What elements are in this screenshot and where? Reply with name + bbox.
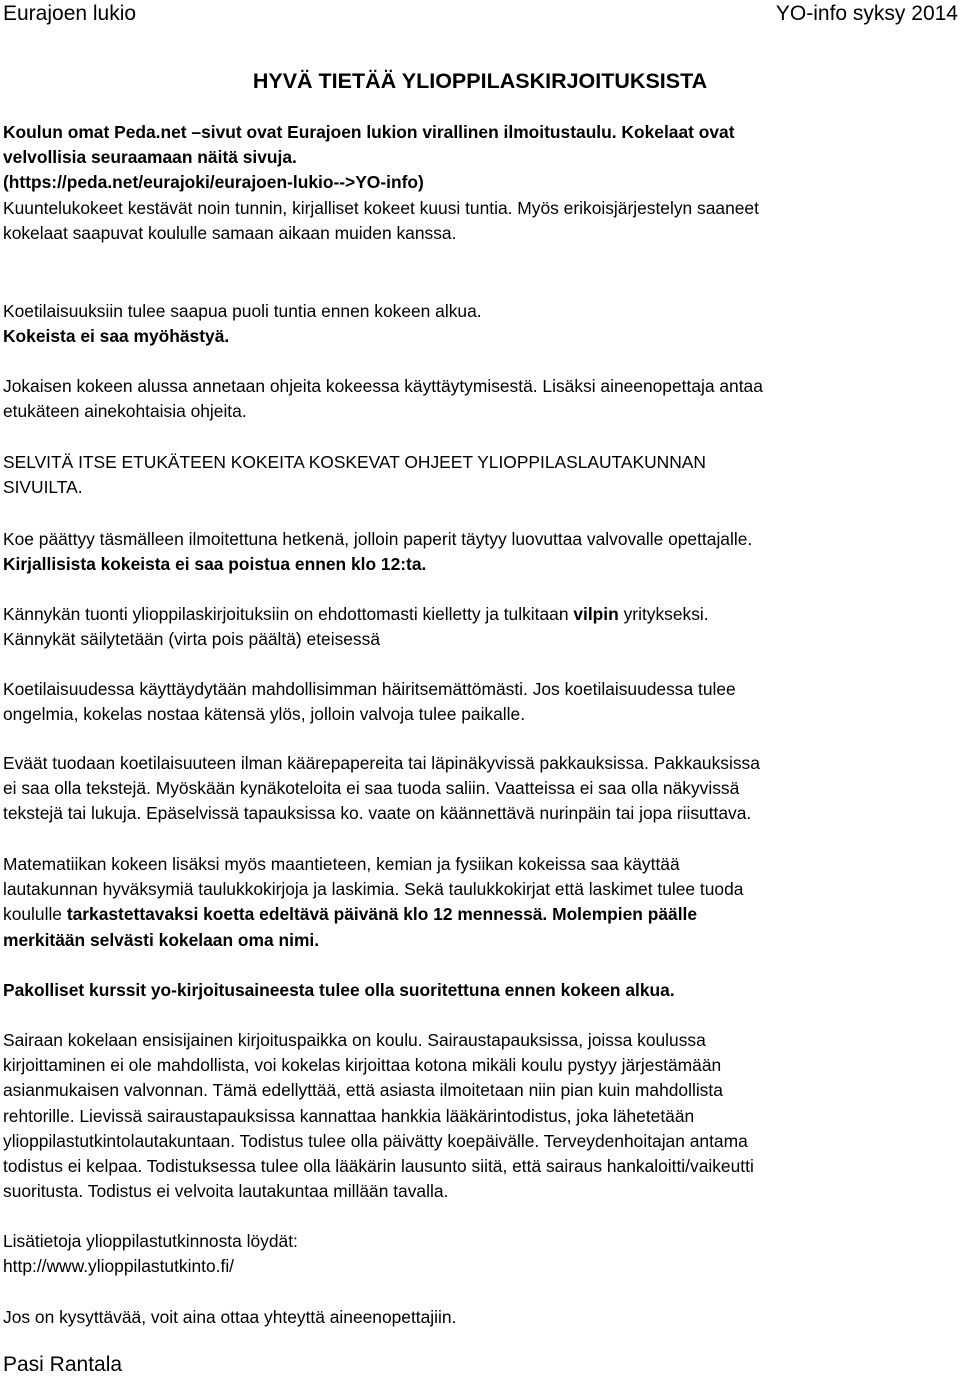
signature: Pasi Rantala xyxy=(3,1353,123,1376)
duration-paragraph xyxy=(3,196,955,246)
paragraph-line: SIVUILTA. xyxy=(3,477,83,498)
paragraph-line: todistus ei kelpaa. Todistuksessa tulee olla lääkärin lausunto siitä, että sairaus hankaloitti/vaikeutti xyxy=(3,1156,754,1177)
bold-line: Kirjallisista kokeista ei saa poistua ennen klo 12:ta. xyxy=(3,554,427,575)
paragraph-line: kirjoittaminen ei ole mahdollista, voi kokelas kirjoittaa kotona mikäli koulu pystyy järjestämään xyxy=(3,1055,722,1076)
website-link[interactable]: http://www.ylioppilastutkinto.fi/ xyxy=(3,1256,235,1277)
bold-line: merkitään selvästi kokelaan oma nimi. xyxy=(3,929,320,950)
paragraph-line: etukäteen ainekohtaisia ohjeita. xyxy=(3,401,247,422)
paragraph-line: tekstejä tai lukuja. Epäselvissä tapauksissa ko. vaate on käännettävä nurinpäin tai jopa riisuttava. xyxy=(3,803,752,824)
paragraph-line xyxy=(3,902,955,927)
board-paragraph xyxy=(3,450,955,500)
paragraph-line: Jokaisen kokeen alussa annetaan ohjeita kokeessa käyttäytymisestä. Lisäksi aineenopettaja antaa xyxy=(3,376,763,396)
sick-paragraph xyxy=(3,1028,955,1204)
text-span: Kännykän tuonti ylioppilaskirjoituksiin on ehdottomasti kielletty ja tulkitaan xyxy=(3,604,574,624)
paragraph-line: Koetilaisuuksiin tulee saapua puoli tuntia ennen kokeen alkua. xyxy=(3,301,482,321)
text-span: koululle xyxy=(3,904,67,925)
school-name: Eurajoen lukio xyxy=(3,2,137,25)
paragraph-line: kokelaat saapuvat koululle samaan aikaan muiden kanssa. xyxy=(3,223,457,244)
paragraph-line: Eväät tuodaan koetilaisuuteen ilman käärepapereita tai läpinäkyvissä pakkauksissa. Pakkauksissa xyxy=(3,753,760,773)
term-label: YO-info syksy 2014 xyxy=(775,2,958,25)
instructions-paragraph xyxy=(3,374,955,424)
intro-line: Koulun omat Peda.net –sivut ovat Eurajoen lukion virallinen ilmoitustaulu. Kokelaat ovat xyxy=(3,122,735,142)
courses-paragraph xyxy=(3,978,955,1003)
paragraph-line: ei saa olla tekstejä. Myöskään kynäkoteloita ei saa tuoda saliin. Vaatteissa ei saa olla näkyvissä xyxy=(3,778,740,799)
paragraph-line xyxy=(3,602,955,627)
paragraph-line: Kännykät säilytetään (virta pois päältä) eteisessä xyxy=(3,629,380,650)
page-title: HYVÄ TIETÄÄ YLIOPPILASKIRJOITUKSISTA xyxy=(252,69,708,93)
text-span: yritykseksi. xyxy=(618,604,709,624)
intro-paragraph xyxy=(3,120,955,196)
paragraph-line: ongelmia, kokelas nostaa kätensä ylös, jolloin valvoja tulee paikalle. xyxy=(3,704,526,725)
math-paragraph xyxy=(3,852,955,953)
end-paragraph xyxy=(3,527,955,577)
food-paragraph xyxy=(3,751,955,827)
paragraph-line: suoritusta. Todistus ei velvoita lautakuntaa millään tavalla. xyxy=(3,1181,449,1202)
paragraph-line: ylioppilastutkintolautakuntaan. Todistus tulee olla päivätty koepäivälle. Terveydenhoitajan antama xyxy=(3,1130,748,1151)
paragraph-line: Koetilaisuudessa käyttäydytään mahdollisimman häiritsemättömästi. Jos koetilaisuudessa tulee xyxy=(3,679,736,699)
paragraph-line: Sairaan kokelaan ensisijainen kirjoituspaikka on koulu. Sairaustapauksissa, joissa koulussa xyxy=(3,1030,706,1050)
paragraph-line: Kuuntelukokeet kestävät noin tunnin, kirjalliset kokeet kuusi tuntia. Myös erikoisjärjestelyn saaneet xyxy=(3,198,759,218)
bold-span: vilpin xyxy=(573,604,619,624)
arrival-paragraph xyxy=(3,299,955,349)
behaviour-paragraph xyxy=(3,677,955,727)
bold-span: tarkastettavaksi koetta edeltävä päivänä klo 12 mennessä. Molempien päälle xyxy=(66,904,698,925)
paragraph-line: Matematiikan kokeen lisäksi myös maantieteen, kemian ja fysiikan kokeissa saa käyttää xyxy=(3,854,680,874)
paragraph-line: Lisätietoja ylioppilastutkinnosta löydät: xyxy=(3,1231,298,1251)
paragraph-line: lautakunnan hyväksymiä taulukkokirjoja ja laskimia. Sekä taulukkokirjat että laskimet tulee tuoda xyxy=(3,879,744,900)
phones-paragraph xyxy=(3,602,955,652)
intro-line: velvollisia seuraamaan näitä sivuja. xyxy=(3,147,297,168)
more-info-paragraph xyxy=(3,1229,955,1279)
paragraph-line: Koe päättyy täsmälleen ilmoitettuna hetkenä, jolloin paperit täytyy luovuttaa valvovalle opettajalle. xyxy=(3,529,753,549)
bold-line: Pakolliset kurssit yo-kirjoitusaineesta tulee olla suoritettuna ennen kokeen alkua. xyxy=(3,980,675,1000)
bold-line: Kokeista ei saa myöhästyä. xyxy=(3,326,230,347)
paragraph-line: Jos on kysyttävää, voit aina ottaa yhteyttä aineenopettajiin. xyxy=(3,1307,457,1327)
contact-paragraph xyxy=(3,1305,955,1330)
paragraph-line: rehtorille. Lievissä sairaustapauksissa kannattaa hankkia lääkärintodistus, joka lähetetään xyxy=(3,1105,695,1126)
paragraph-line: asianmukaisen valvonnan. Tämä edellyttää, että asiasta ilmoitetaan niin pian kuin mahdollista xyxy=(3,1080,723,1101)
intro-link-line: (https://peda.net/eurajoki/eurajoen-lukio-->YO-info) xyxy=(3,172,424,193)
paragraph-line: SELVITÄ ITSE ETUKÄTEEN KOKEITA KOSKEVAT OHJEET YLIOPPILASLAUTAKUNNAN xyxy=(3,452,706,472)
